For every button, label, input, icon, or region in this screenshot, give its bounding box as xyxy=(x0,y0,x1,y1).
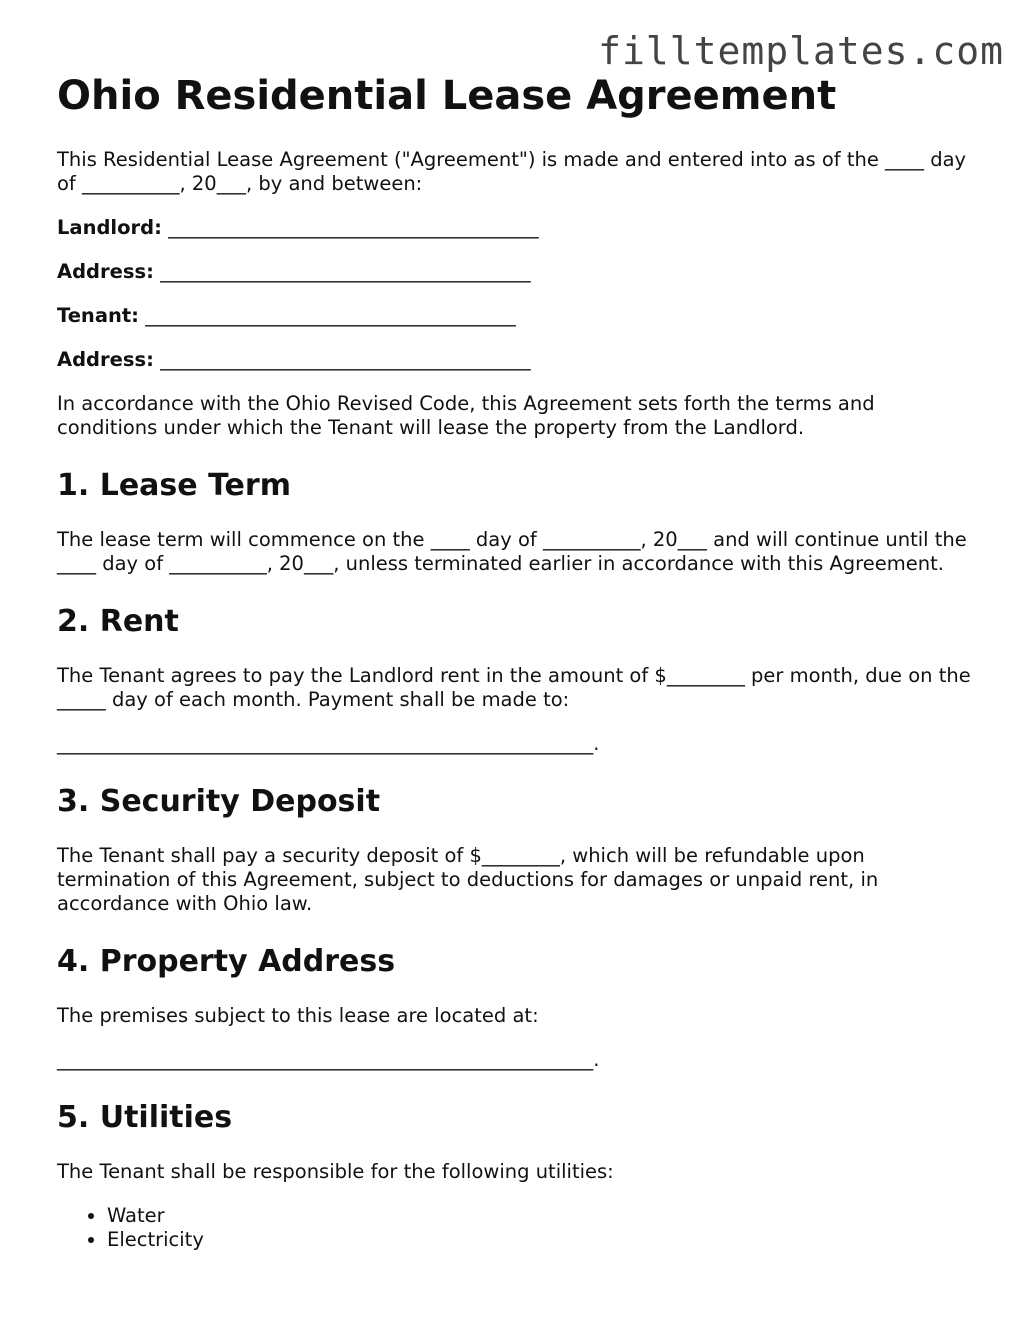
section-heading-lease-term: 1. Lease Term xyxy=(57,468,291,503)
landlord-address-field xyxy=(57,260,977,284)
section-heading-rent: 2. Rent xyxy=(57,604,179,639)
utilities-list xyxy=(57,1204,977,1252)
landlord-field xyxy=(57,216,977,240)
rent-paragraph: The Tenant agrees to pay the Landlord rent in the amount of $________ per month, due on the _____ day of each month. Payment shall be made to: xyxy=(57,664,971,711)
list-item: • Water xyxy=(107,1204,977,1228)
section-heading-security-deposit: 3. Security Deposit xyxy=(57,784,381,819)
tenant-label: Tenant: xyxy=(57,304,139,327)
landlord-address-blank: ______________________________________ xyxy=(160,260,531,283)
landlord-address-label: Address: xyxy=(57,260,154,283)
intro-paragraph: This Residential Lease Agreement ("Agreement") is made and entered into as of the ____ day of __________, 20___, by and between: xyxy=(57,148,967,195)
utilities-paragraph: The Tenant shall be responsible for the following utilities: xyxy=(57,1160,614,1183)
landlord-label: Landlord: xyxy=(57,216,162,239)
list-item: • Electricity xyxy=(107,1228,977,1252)
tenant-address-field xyxy=(57,348,977,372)
tenant-blank: ______________________________________ xyxy=(145,304,516,327)
document-page xyxy=(57,72,977,1252)
rent-payee-line: _______________________________________________________. xyxy=(57,732,600,755)
section-heading-utilities: 5. Utilities xyxy=(57,1100,233,1135)
section-heading-property-address: 4. Property Address xyxy=(57,944,396,979)
property-address-line: _______________________________________________________. xyxy=(57,1048,600,1071)
tenant-field xyxy=(57,304,977,328)
lease-term-paragraph: The lease term will commence on the ____ day of __________, 20___ and will continue until the ____ day of __________, 20___, unless terminated earlier in accordance with this Agreement. xyxy=(57,528,967,575)
tenant-address-blank: ______________________________________ xyxy=(160,348,531,371)
watermark: filltemplates.com xyxy=(598,29,1004,73)
landlord-blank: ______________________________________ xyxy=(168,216,539,239)
property-address-paragraph: The premises subject to this lease are located at: xyxy=(57,1004,539,1027)
tenant-address-label: Address: xyxy=(57,348,154,371)
preamble-paragraph: In accordance with the Ohio Revised Code, this Agreement sets forth the terms and conditions under which the Tenant will lease the property from the Landlord. xyxy=(57,392,875,439)
security-deposit-paragraph: The Tenant shall pay a security deposit of $________, which will be refundable upon termination of this Agreement, subject to deductions for damages or unpaid rent, in accordance with Ohio law. xyxy=(57,844,879,915)
document-title: Ohio Residential Lease Agreement xyxy=(57,73,837,119)
